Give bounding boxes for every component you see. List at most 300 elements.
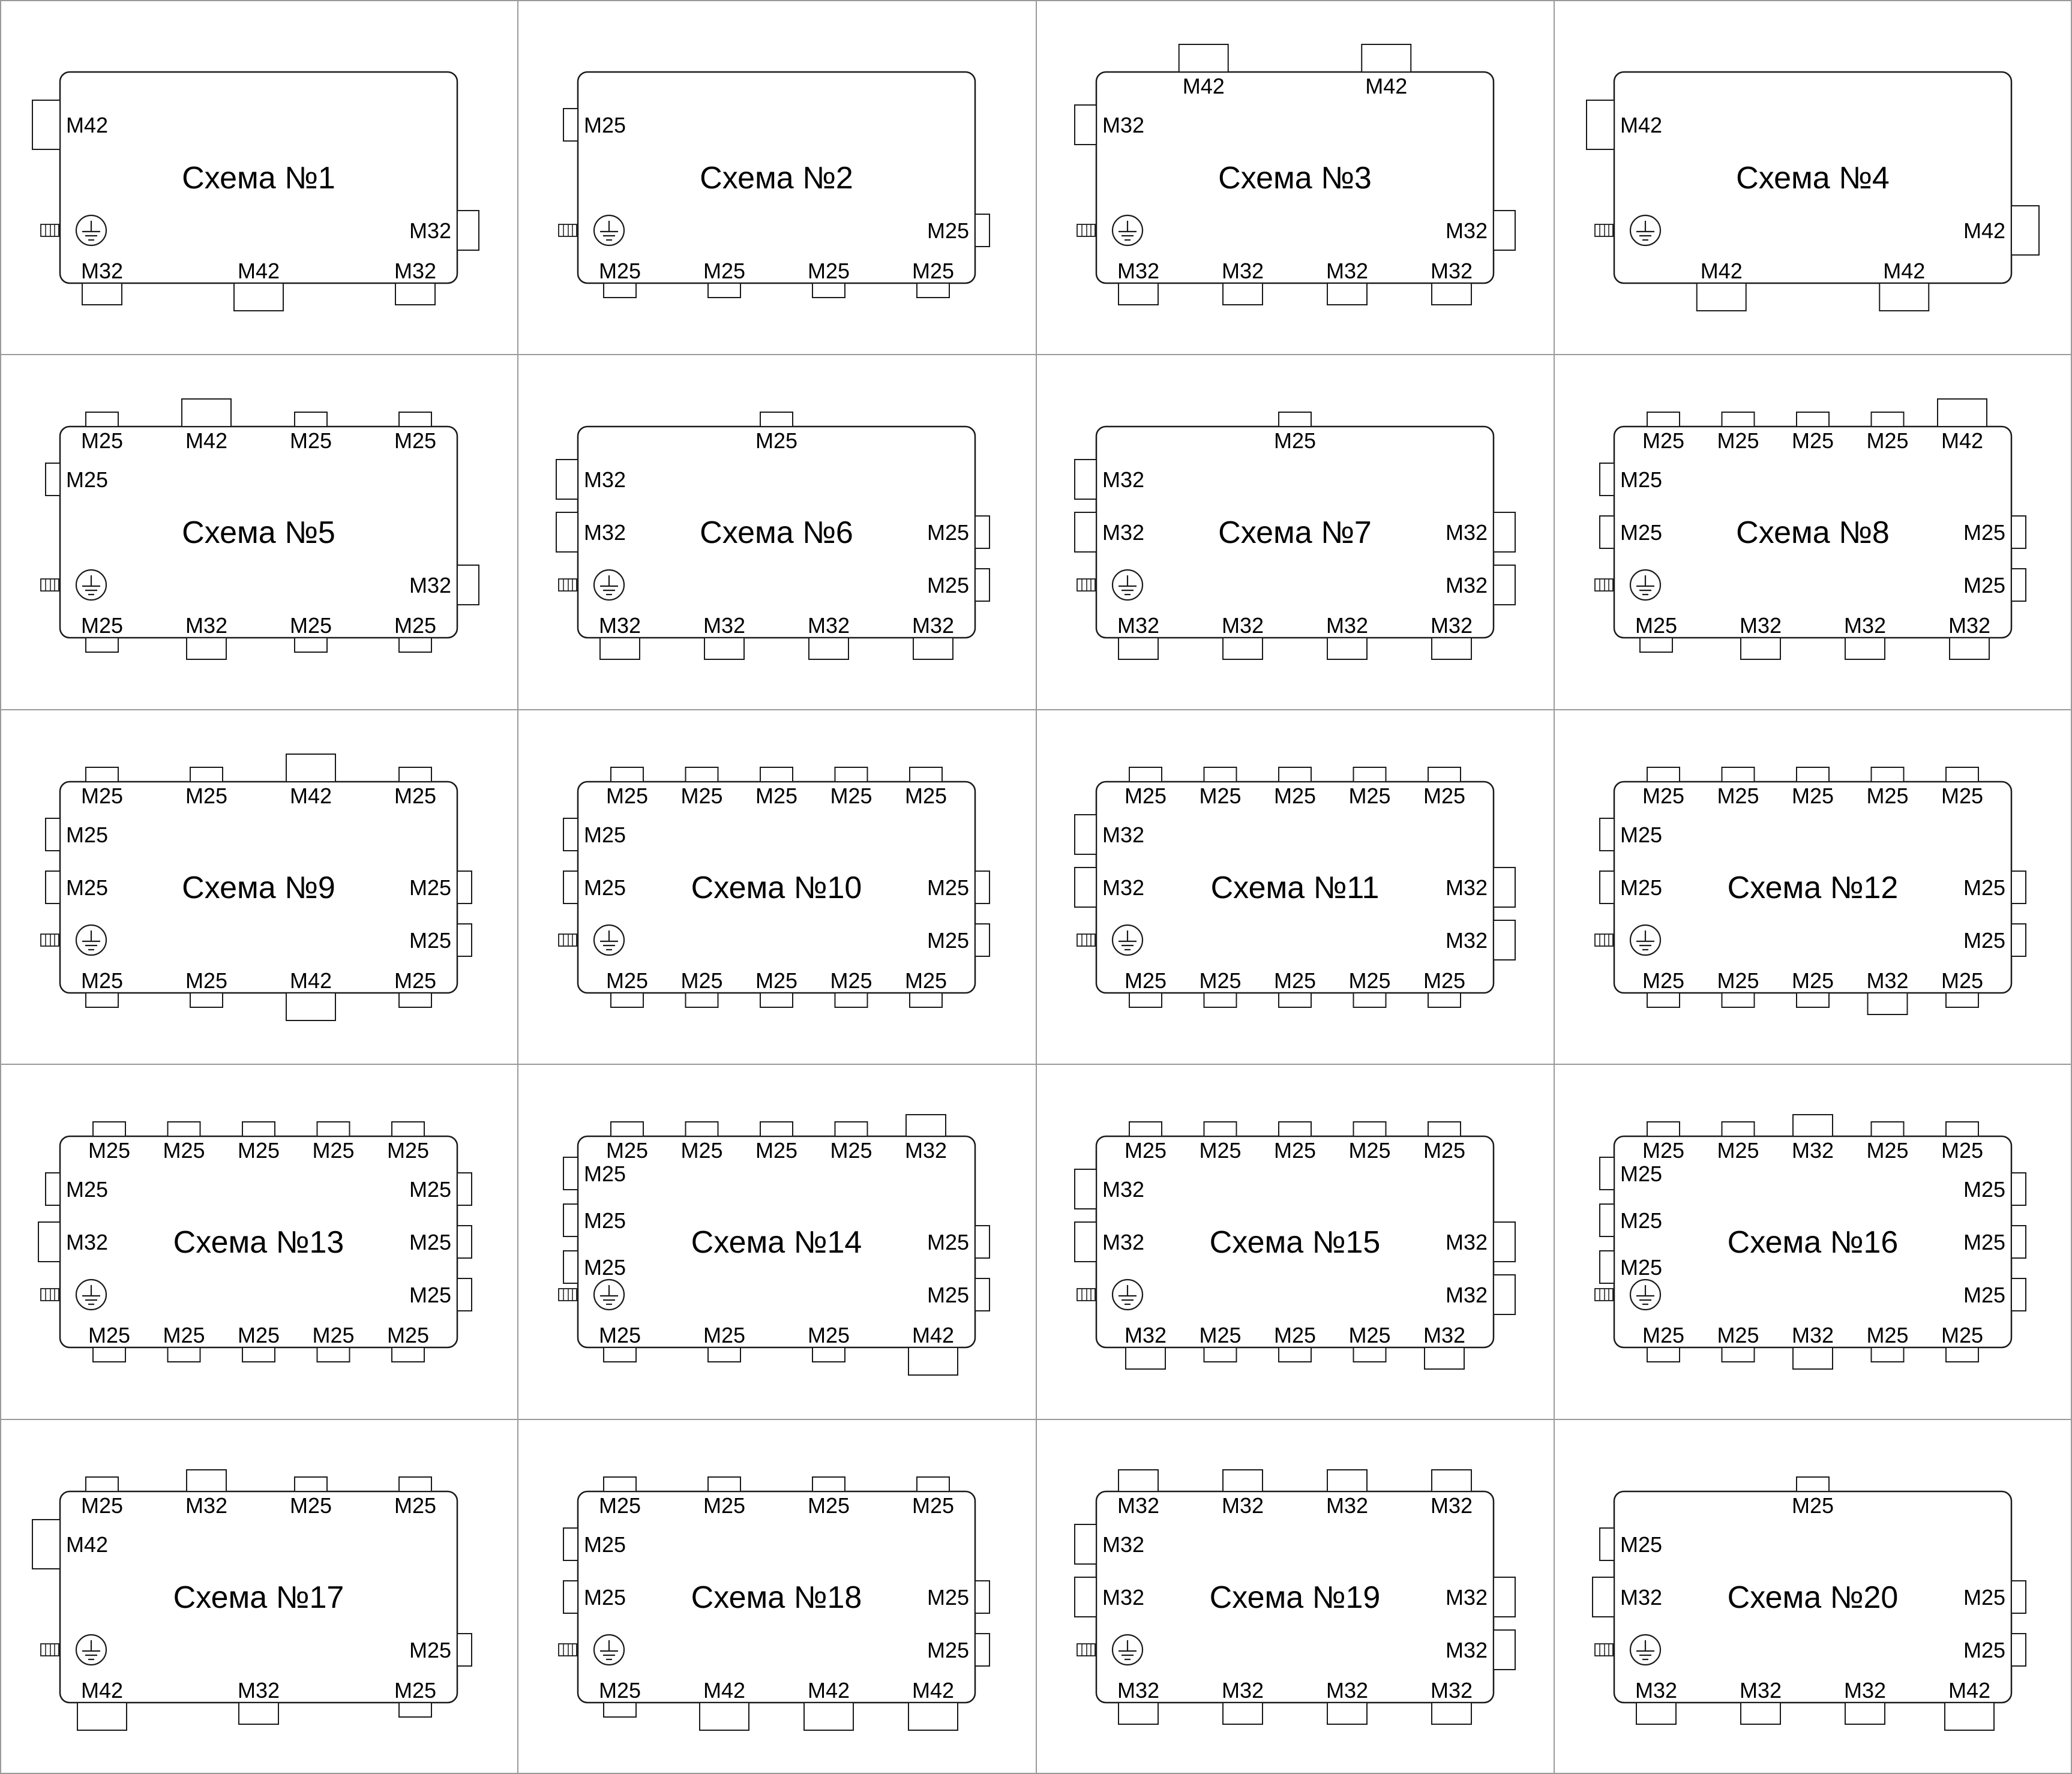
cable-gland-m32 (1494, 211, 1515, 250)
cable-gland-m25 (457, 1278, 472, 1311)
gland-label: M42 (703, 1678, 746, 1703)
gland-label: M25 (911, 259, 955, 283)
cable-gland-m25 (46, 1173, 60, 1205)
cable-gland-m32 (38, 1222, 60, 1262)
cable-gland-m25 (399, 638, 431, 652)
cable-gland-m25 (1204, 1347, 1237, 1362)
gland-label: M25 (394, 968, 437, 993)
gland-label: M25 (1963, 1585, 2005, 1610)
cable-gland-m25 (1946, 767, 1978, 782)
gland-label: M32 (1102, 875, 1145, 900)
gland-label: M25 (1717, 428, 1759, 453)
gland-label: M32 (1221, 1493, 1264, 1518)
cable-gland-m42 (77, 1703, 127, 1730)
gland-label: M25 (66, 875, 109, 900)
ground-terminal-icon (1077, 570, 1143, 600)
cable-gland-m25 (917, 283, 949, 298)
cable-gland-m25 (1872, 767, 1904, 782)
gland-label: M25 (1620, 1532, 1663, 1557)
cable-gland-m32 (1845, 1703, 1885, 1724)
gland-label: M32 (1102, 467, 1145, 492)
cable-gland-m25 (975, 214, 989, 247)
cable-gland-m32 (1494, 1275, 1515, 1314)
scheme-title: Схема №17 (173, 1580, 344, 1615)
gland-label: M25 (409, 1283, 451, 1307)
scheme-cell-14 (559, 1115, 989, 1375)
cable-gland-m32 (1868, 993, 1908, 1014)
cable-gland-m25 (1647, 767, 1680, 782)
cable-gland-m32 (1223, 283, 1263, 305)
gland-label: M25 (80, 1493, 124, 1518)
scheme-cell-19 (1075, 1470, 1515, 1724)
gland-label: M25 (1866, 1138, 1909, 1163)
cable-gland-m25 (1279, 1122, 1311, 1136)
cable-gland-m42 (182, 399, 231, 427)
gland-label: M32 (1445, 1283, 1488, 1307)
cable-gland-m25 (975, 1226, 989, 1258)
gland-label: M25 (1273, 968, 1317, 993)
gland-label: M32 (1445, 1585, 1488, 1610)
gland-label: M25 (584, 1255, 626, 1280)
gland-label: M25 (1717, 1138, 1759, 1163)
gland-label: M25 (1866, 784, 1909, 808)
cable-gland-m25 (1797, 1477, 1829, 1491)
cable-gland-m42 (1179, 44, 1228, 72)
cable-gland-m32 (1119, 283, 1158, 305)
cable-gland-m42 (1587, 100, 1614, 149)
cable-gland-m25 (604, 283, 636, 298)
cable-gland-m25 (1204, 1122, 1237, 1136)
cable-gland-m25 (399, 993, 431, 1007)
cable-gland-m32 (1494, 920, 1515, 960)
ground-terminal-icon (41, 570, 106, 600)
gland-label: M25 (386, 1138, 430, 1163)
gland-label: M25 (1717, 1323, 1759, 1347)
scheme-title: Схема №11 (1210, 871, 1380, 905)
cable-gland-m25 (812, 1477, 845, 1491)
cable-gland-m32 (1075, 1524, 1096, 1564)
cable-gland-m25 (93, 1122, 125, 1136)
scheme-cell-9 (41, 754, 472, 1020)
scheme-cell-2 (559, 72, 989, 298)
gland-label: M25 (1620, 823, 1663, 847)
cable-gland-m32 (1223, 1703, 1263, 1724)
cable-gland-m42 (1362, 44, 1411, 72)
cable-gland-m32 (906, 1115, 946, 1136)
gland-label: M32 (1445, 520, 1488, 545)
scheme-cell-10 (559, 767, 989, 1007)
cable-gland-m25 (910, 993, 942, 1007)
scheme-cell-12 (1595, 767, 2026, 1014)
gland-label: M32 (1635, 1678, 1678, 1703)
gland-label: M25 (584, 875, 626, 900)
gland-label: M25 (605, 968, 649, 993)
gland-label: M25 (584, 823, 626, 847)
cable-gland-m25 (604, 1477, 636, 1491)
gland-label: M25 (1124, 1138, 1167, 1163)
ground-terminal-icon (1595, 570, 1660, 600)
scheme-title: Схема №16 (1727, 1225, 1899, 1260)
cable-gland-m25 (563, 1157, 578, 1190)
gland-label: M25 (1620, 875, 1663, 900)
gland-label: M42 (237, 259, 280, 283)
cable-gland-m25 (1428, 1122, 1461, 1136)
cable-gland-m25 (1279, 1347, 1311, 1362)
gland-label: M25 (605, 1138, 649, 1163)
gland-label: M25 (1791, 1493, 1834, 1518)
cable-gland-m25 (457, 1173, 472, 1205)
scheme-cell-6 (556, 412, 989, 659)
gland-label: M32 (911, 613, 955, 638)
gland-label: M25 (1348, 1323, 1391, 1347)
cable-gland-m32 (187, 1470, 226, 1491)
cable-gland-m32 (1494, 1222, 1515, 1262)
gland-label: M32 (1445, 1638, 1488, 1662)
cable-gland-m32 (395, 283, 435, 305)
gland-label: M25 (1423, 1138, 1466, 1163)
cable-gland-m25 (2011, 1278, 2026, 1311)
gland-label: M25 (926, 875, 969, 900)
cable-gland-m32 (600, 638, 640, 659)
cable-gland-m25 (812, 283, 845, 298)
gland-label: M25 (680, 968, 723, 993)
gland-label: M32 (584, 467, 626, 492)
scheme-cell-13 (38, 1122, 472, 1362)
gland-label: M25 (80, 613, 124, 638)
scheme-title: Схема №5 (182, 515, 335, 550)
gland-label: M25 (584, 1532, 626, 1557)
gland-label: M25 (1717, 784, 1759, 808)
scheme-cell-5 (41, 399, 479, 659)
gland-label: M25 (237, 1138, 280, 1163)
cable-gland-m25 (1946, 993, 1978, 1007)
cable-gland-m25 (917, 1477, 949, 1491)
gland-label: M25 (1199, 1323, 1242, 1347)
scheme-title: Схема №1 (182, 161, 335, 196)
cable-gland-m25 (1722, 1347, 1755, 1362)
cable-gland-m25 (563, 818, 578, 851)
gland-label: M25 (1963, 875, 2005, 900)
cable-gland-m25 (1647, 412, 1680, 427)
gland-label: M42 (1948, 1678, 1991, 1703)
scheme-title: Схема №3 (1218, 161, 1372, 196)
gland-label: M25 (1348, 784, 1391, 808)
cable-gland-m25 (604, 1703, 636, 1717)
gland-label: M25 (1963, 1177, 2005, 1202)
cable-gland-m32 (1425, 1347, 1464, 1369)
gland-label: M25 (926, 1638, 969, 1662)
cable-gland-m25 (910, 767, 942, 782)
gland-label: M32 (1843, 1678, 1887, 1703)
cable-gland-m25 (1600, 1204, 1614, 1236)
cable-gland-m25 (563, 1581, 578, 1613)
gland-label: M32 (1445, 218, 1488, 243)
cable-gland-m32 (1223, 1470, 1263, 1491)
cable-gland-m25 (686, 1122, 718, 1136)
cable-gland-m25 (1722, 412, 1755, 427)
ground-terminal-icon (41, 925, 106, 955)
cable-gland-m32 (1432, 283, 1471, 305)
gland-label: M25 (80, 428, 124, 453)
gland-label: M25 (703, 1493, 746, 1518)
cable-gland-m32 (1845, 638, 1885, 659)
gland-label: M25 (1273, 428, 1317, 453)
gland-label: M25 (1642, 784, 1685, 808)
gland-label: M42 (911, 1678, 955, 1703)
cable-gland-m25 (457, 924, 472, 956)
gland-label: M25 (926, 573, 969, 598)
gland-label: M25 (1620, 1208, 1663, 1233)
cable-gland-m25 (1600, 1528, 1614, 1560)
scheme-title: Схема №12 (1727, 871, 1899, 905)
gland-label: M25 (904, 784, 947, 808)
gland-label: M32 (1117, 1493, 1160, 1518)
cable-gland-m42 (286, 993, 335, 1020)
gland-label: M42 (1963, 218, 2005, 243)
cable-gland-m25 (457, 871, 472, 903)
cable-gland-m25 (399, 1703, 431, 1717)
gland-label: M25 (830, 784, 872, 808)
cable-gland-m32 (1494, 1630, 1515, 1670)
gland-label: M25 (1963, 928, 2005, 953)
cable-gland-m25 (295, 412, 327, 427)
cable-gland-m25 (86, 993, 118, 1007)
scheme-title: Схема №15 (1209, 1225, 1381, 1260)
scheme-cell-4 (1587, 72, 2039, 311)
cable-gland-m32 (1223, 638, 1263, 659)
cable-gland-m32 (913, 638, 953, 659)
cable-gland-m42 (1945, 1703, 1994, 1730)
cable-gland-m25 (1354, 993, 1386, 1007)
cable-gland-m32 (457, 565, 479, 605)
gland-label: M32 (807, 613, 850, 638)
cable-gland-m25 (1600, 1157, 1614, 1190)
cable-gland-m32 (1075, 1169, 1096, 1209)
cable-gland-m32 (704, 638, 744, 659)
gland-label: M32 (237, 1678, 280, 1703)
ground-terminal-icon (559, 925, 624, 955)
gland-label: M25 (409, 1638, 451, 1662)
cable-gland-m25 (1129, 767, 1162, 782)
cable-gland-m25 (190, 993, 223, 1007)
gland-label: M32 (66, 1230, 109, 1254)
cable-gland-m32 (1494, 868, 1515, 907)
cable-gland-m25 (2011, 1581, 2026, 1613)
gland-label: M32 (1430, 259, 1473, 283)
gland-label: M25 (409, 875, 451, 900)
cable-gland-m25 (2011, 1226, 2026, 1258)
gland-label: M25 (1941, 1323, 1984, 1347)
cable-gland-m25 (686, 767, 718, 782)
ground-terminal-icon (1595, 1635, 1660, 1665)
gland-label: M25 (926, 1283, 969, 1307)
cable-gland-m32 (1327, 1703, 1367, 1724)
gland-label: M25 (88, 1138, 131, 1163)
gland-label: M25 (904, 968, 947, 993)
cable-gland-m25 (317, 1122, 350, 1136)
gland-label: M32 (1430, 613, 1473, 638)
gland-label: M25 (911, 1493, 955, 1518)
gland-label: M25 (807, 1493, 850, 1518)
cable-gland-m25 (1600, 1251, 1614, 1283)
cable-gland-m25 (1204, 993, 1237, 1007)
gland-label: M32 (1326, 613, 1369, 638)
gland-label: M25 (1963, 1638, 2005, 1662)
cable-gland-m25 (1872, 1122, 1904, 1136)
gland-label: M25 (926, 928, 969, 953)
cable-gland-m32 (1494, 1577, 1515, 1617)
cable-gland-m25 (1722, 993, 1755, 1007)
gland-label: M32 (1620, 1585, 1663, 1610)
cable-gland-m25 (1647, 993, 1680, 1007)
gland-label: M32 (1221, 613, 1264, 638)
gland-label: M32 (1739, 1678, 1782, 1703)
cable-gland-m32 (1950, 638, 1989, 659)
cable-gland-m32 (1075, 512, 1096, 552)
cable-gland-m25 (1946, 1347, 1978, 1362)
gland-label: M32 (1102, 113, 1145, 137)
cable-gland-m42 (286, 754, 335, 782)
cable-gland-m25 (975, 1278, 989, 1311)
cable-gland-m25 (1872, 1347, 1904, 1362)
gland-label: M25 (926, 1230, 969, 1254)
cable-gland-m25 (760, 993, 793, 1007)
gland-label: M25 (1348, 1138, 1391, 1163)
cable-gland-m25 (295, 1477, 327, 1491)
cable-gland-m32 (556, 460, 578, 499)
gland-label: M32 (185, 1493, 228, 1518)
cable-gland-m25 (1129, 993, 1162, 1007)
cable-gland-m25 (1647, 1347, 1680, 1362)
gland-label: M32 (1445, 928, 1488, 953)
gland-label: M25 (312, 1323, 355, 1347)
gland-label: M25 (1642, 1323, 1685, 1347)
gland-label: M25 (598, 1493, 641, 1518)
gland-label: M25 (605, 784, 649, 808)
cable-gland-m25 (46, 463, 60, 496)
cable-gland-m25 (975, 1581, 989, 1613)
cable-gland-m25 (563, 1204, 578, 1236)
cable-gland-m32 (1075, 868, 1096, 907)
cable-gland-m25 (399, 1477, 431, 1491)
gland-label: M32 (1117, 613, 1160, 638)
cable-gland-m32 (1119, 1703, 1158, 1724)
cable-gland-m25 (1428, 993, 1461, 1007)
gland-label: M25 (755, 784, 798, 808)
gland-label: M32 (904, 1138, 947, 1163)
gland-label: M25 (1423, 968, 1466, 993)
cable-gland-m25 (1600, 516, 1614, 548)
gland-label: M25 (598, 1678, 641, 1703)
scheme-cell-7 (1075, 412, 1515, 659)
gland-label: M42 (911, 1323, 955, 1347)
cable-gland-m32 (1119, 1470, 1158, 1491)
cable-gland-m25 (1129, 1122, 1162, 1136)
cable-gland-m25 (1722, 1122, 1755, 1136)
cable-gland-m25 (1354, 1122, 1386, 1136)
ground-terminal-icon (41, 215, 106, 245)
gland-label: M25 (1963, 1230, 2005, 1254)
gland-label: M25 (584, 1161, 626, 1186)
gland-label: M32 (1326, 259, 1369, 283)
cable-gland-m25 (835, 767, 868, 782)
cable-gland-m32 (1075, 1577, 1096, 1617)
cable-gland-m25 (1279, 412, 1311, 427)
cable-gland-m25 (1797, 767, 1829, 782)
cable-gland-m25 (392, 1347, 424, 1362)
gland-label: M25 (1199, 1138, 1242, 1163)
gland-label: M25 (289, 428, 332, 453)
cable-gland-m32 (1432, 638, 1471, 659)
gland-label: M25 (394, 428, 437, 453)
gland-label: M25 (755, 428, 798, 453)
cable-gland-m32 (556, 512, 578, 552)
gland-label: M25 (409, 1177, 451, 1202)
cable-gland-m25 (2011, 1634, 2026, 1666)
gland-label: M32 (409, 573, 451, 598)
gland-label: M25 (1620, 1161, 1663, 1186)
gland-label: M25 (409, 1230, 451, 1254)
gland-label: M25 (1963, 520, 2005, 545)
gland-label: M25 (1941, 784, 1984, 808)
cable-gland-m32 (1119, 638, 1158, 659)
gland-label: M32 (409, 218, 451, 243)
gland-label: M25 (185, 784, 228, 808)
cable-gland-m32 (1593, 1577, 1614, 1617)
scheme-cell-1 (32, 72, 479, 311)
gland-label: M25 (1791, 784, 1834, 808)
gland-label: M25 (1124, 968, 1167, 993)
gland-label: M42 (807, 1678, 850, 1703)
gland-label: M25 (1642, 428, 1685, 453)
gland-label: M32 (1102, 520, 1145, 545)
gland-label: M25 (926, 1585, 969, 1610)
gland-label: M25 (807, 259, 850, 283)
scheme-title: Схема №2 (700, 161, 853, 196)
cable-gland-m25 (1204, 767, 1237, 782)
cable-gland-m32 (1494, 512, 1515, 552)
cable-gland-m32 (809, 638, 848, 659)
gland-label: M25 (1620, 520, 1663, 545)
cable-gland-m25 (190, 767, 223, 782)
gland-label: M25 (584, 113, 626, 137)
cable-gland-m25 (975, 516, 989, 548)
cable-gland-m25 (317, 1347, 350, 1362)
gland-label: M25 (1791, 968, 1834, 993)
gland-label: M25 (680, 1138, 723, 1163)
cable-gland-m25 (2011, 871, 2026, 903)
cable-gland-m42 (908, 1703, 958, 1730)
gland-label: M32 (80, 259, 124, 283)
cable-gland-m32 (1494, 565, 1515, 605)
cable-gland-m32 (1327, 1470, 1367, 1491)
ground-terminal-icon (1077, 1635, 1143, 1665)
gland-label: M25 (80, 784, 124, 808)
ground-terminal-icon (1595, 215, 1660, 245)
cable-gland-m25 (93, 1347, 125, 1362)
ground-terminal-icon (1077, 1280, 1143, 1310)
gland-label: M32 (1102, 1585, 1145, 1610)
cable-gland-m42 (700, 1703, 749, 1730)
ground-terminal-icon (1077, 215, 1143, 245)
gland-label: M32 (1117, 1678, 1160, 1703)
gland-label: M25 (1348, 968, 1391, 993)
gland-label: M25 (1423, 784, 1466, 808)
cable-gland-m25 (760, 1122, 793, 1136)
gland-label: M32 (1445, 875, 1488, 900)
cable-gland-m25 (457, 1226, 472, 1258)
gland-label: M32 (1866, 968, 1909, 993)
